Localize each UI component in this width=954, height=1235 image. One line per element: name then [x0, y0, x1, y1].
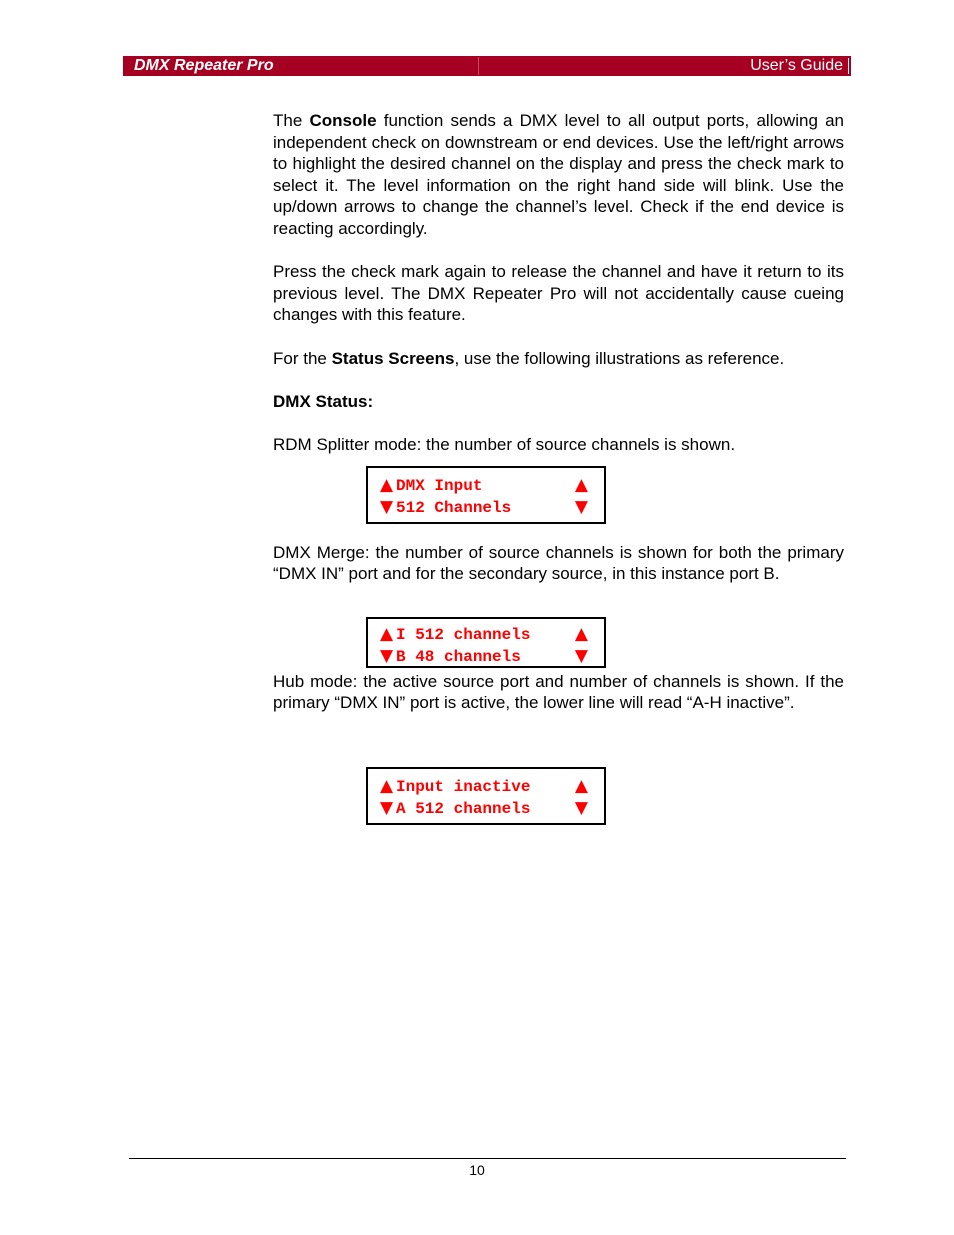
up-arrow-icon: ▲: [380, 624, 394, 644]
release-paragraph: Press the check mark again to release the channel and have it return to its previous level. The DMX Repeater Pro will not accidentally cause cueing changes with this feature.: [273, 262, 844, 325]
header-divider: [478, 57, 479, 75]
dmx-merge-paragraph: DMX Merge: the number of source channels is shown for both the primary “DMX IN” port and for the secondary source, in this instance port B.: [273, 542, 844, 584]
lcd-text: Input inactive: [396, 778, 531, 796]
status-screens-rest: , use the following illustrations as reference.: [454, 348, 785, 368]
status-screens-term: Status Screens: [331, 348, 455, 368]
lcd-line-2: [380, 645, 592, 667]
down-arrow-icon: ▼: [574, 798, 588, 818]
page-header: [123, 56, 851, 76]
console-paragraph: [273, 110, 844, 240]
up-arrow-icon: ▲: [574, 475, 588, 495]
page-number: 10: [469, 1162, 485, 1178]
dmx-status-heading-text: DMX Status:: [273, 391, 374, 411]
up-arrow-icon: ▲: [380, 475, 394, 495]
up-arrow-icon: ▲: [574, 624, 588, 644]
lcd-line-2: [380, 496, 592, 518]
down-arrow-icon: ▼: [380, 497, 394, 517]
lcd-text: 512 Channels: [396, 499, 512, 517]
up-arrow-icon: ▲: [574, 776, 588, 796]
lcd-display-hub: [366, 767, 606, 825]
lcd-text: I 512 channels: [396, 626, 531, 644]
down-arrow-icon: ▼: [574, 646, 588, 666]
down-arrow-icon: ▼: [380, 646, 394, 666]
down-arrow-icon: ▼: [574, 497, 588, 517]
console-rest: function sends a DMX level to all output ports, allowing an independent check on downstream or end devices. Use the left/right arrows to highlight the desired channel on the display and press the check mark to select it. The level information on the right hand side will blink. Use the up/down arrows to change the channel’s level. Check if the end device is reacting accordingly.: [273, 111, 844, 238]
lcd-line-1: [380, 474, 592, 496]
lcd-display-merge: [366, 617, 606, 668]
lcd-text: DMX Input: [396, 477, 483, 495]
up-arrow-icon: ▲: [380, 776, 394, 796]
console-term: Console: [309, 111, 377, 130]
lcd-text: A 512 channels: [396, 800, 531, 818]
lcd-display-rdm: [366, 466, 606, 524]
header-guide-title: User’s Guide: [750, 57, 843, 74]
lcd-line-2: [380, 797, 592, 819]
lcd-line-1: [380, 775, 592, 797]
lcd-text: B 48 channels: [396, 648, 521, 666]
header-product-name: DMX Repeater Pro: [134, 57, 274, 74]
hub-mode-paragraph: Hub mode: the active source port and number of channels is shown. If the primary “DMX IN” port is active, the lower line will read “A-H inactive”.: [273, 671, 844, 713]
footer-rule: [129, 1158, 846, 1159]
rdm-splitter-paragraph: RDM Splitter mode: the number of source channels is shown.: [273, 434, 736, 454]
status-screens-paragraph: [273, 348, 844, 370]
status-screens-pre: For the: [273, 348, 332, 368]
console-pre: The: [273, 111, 310, 130]
dmx-status-heading: [273, 391, 844, 413]
header-end-mark: [848, 58, 849, 74]
lcd-line-1: [380, 623, 592, 645]
down-arrow-icon: ▼: [380, 798, 394, 818]
